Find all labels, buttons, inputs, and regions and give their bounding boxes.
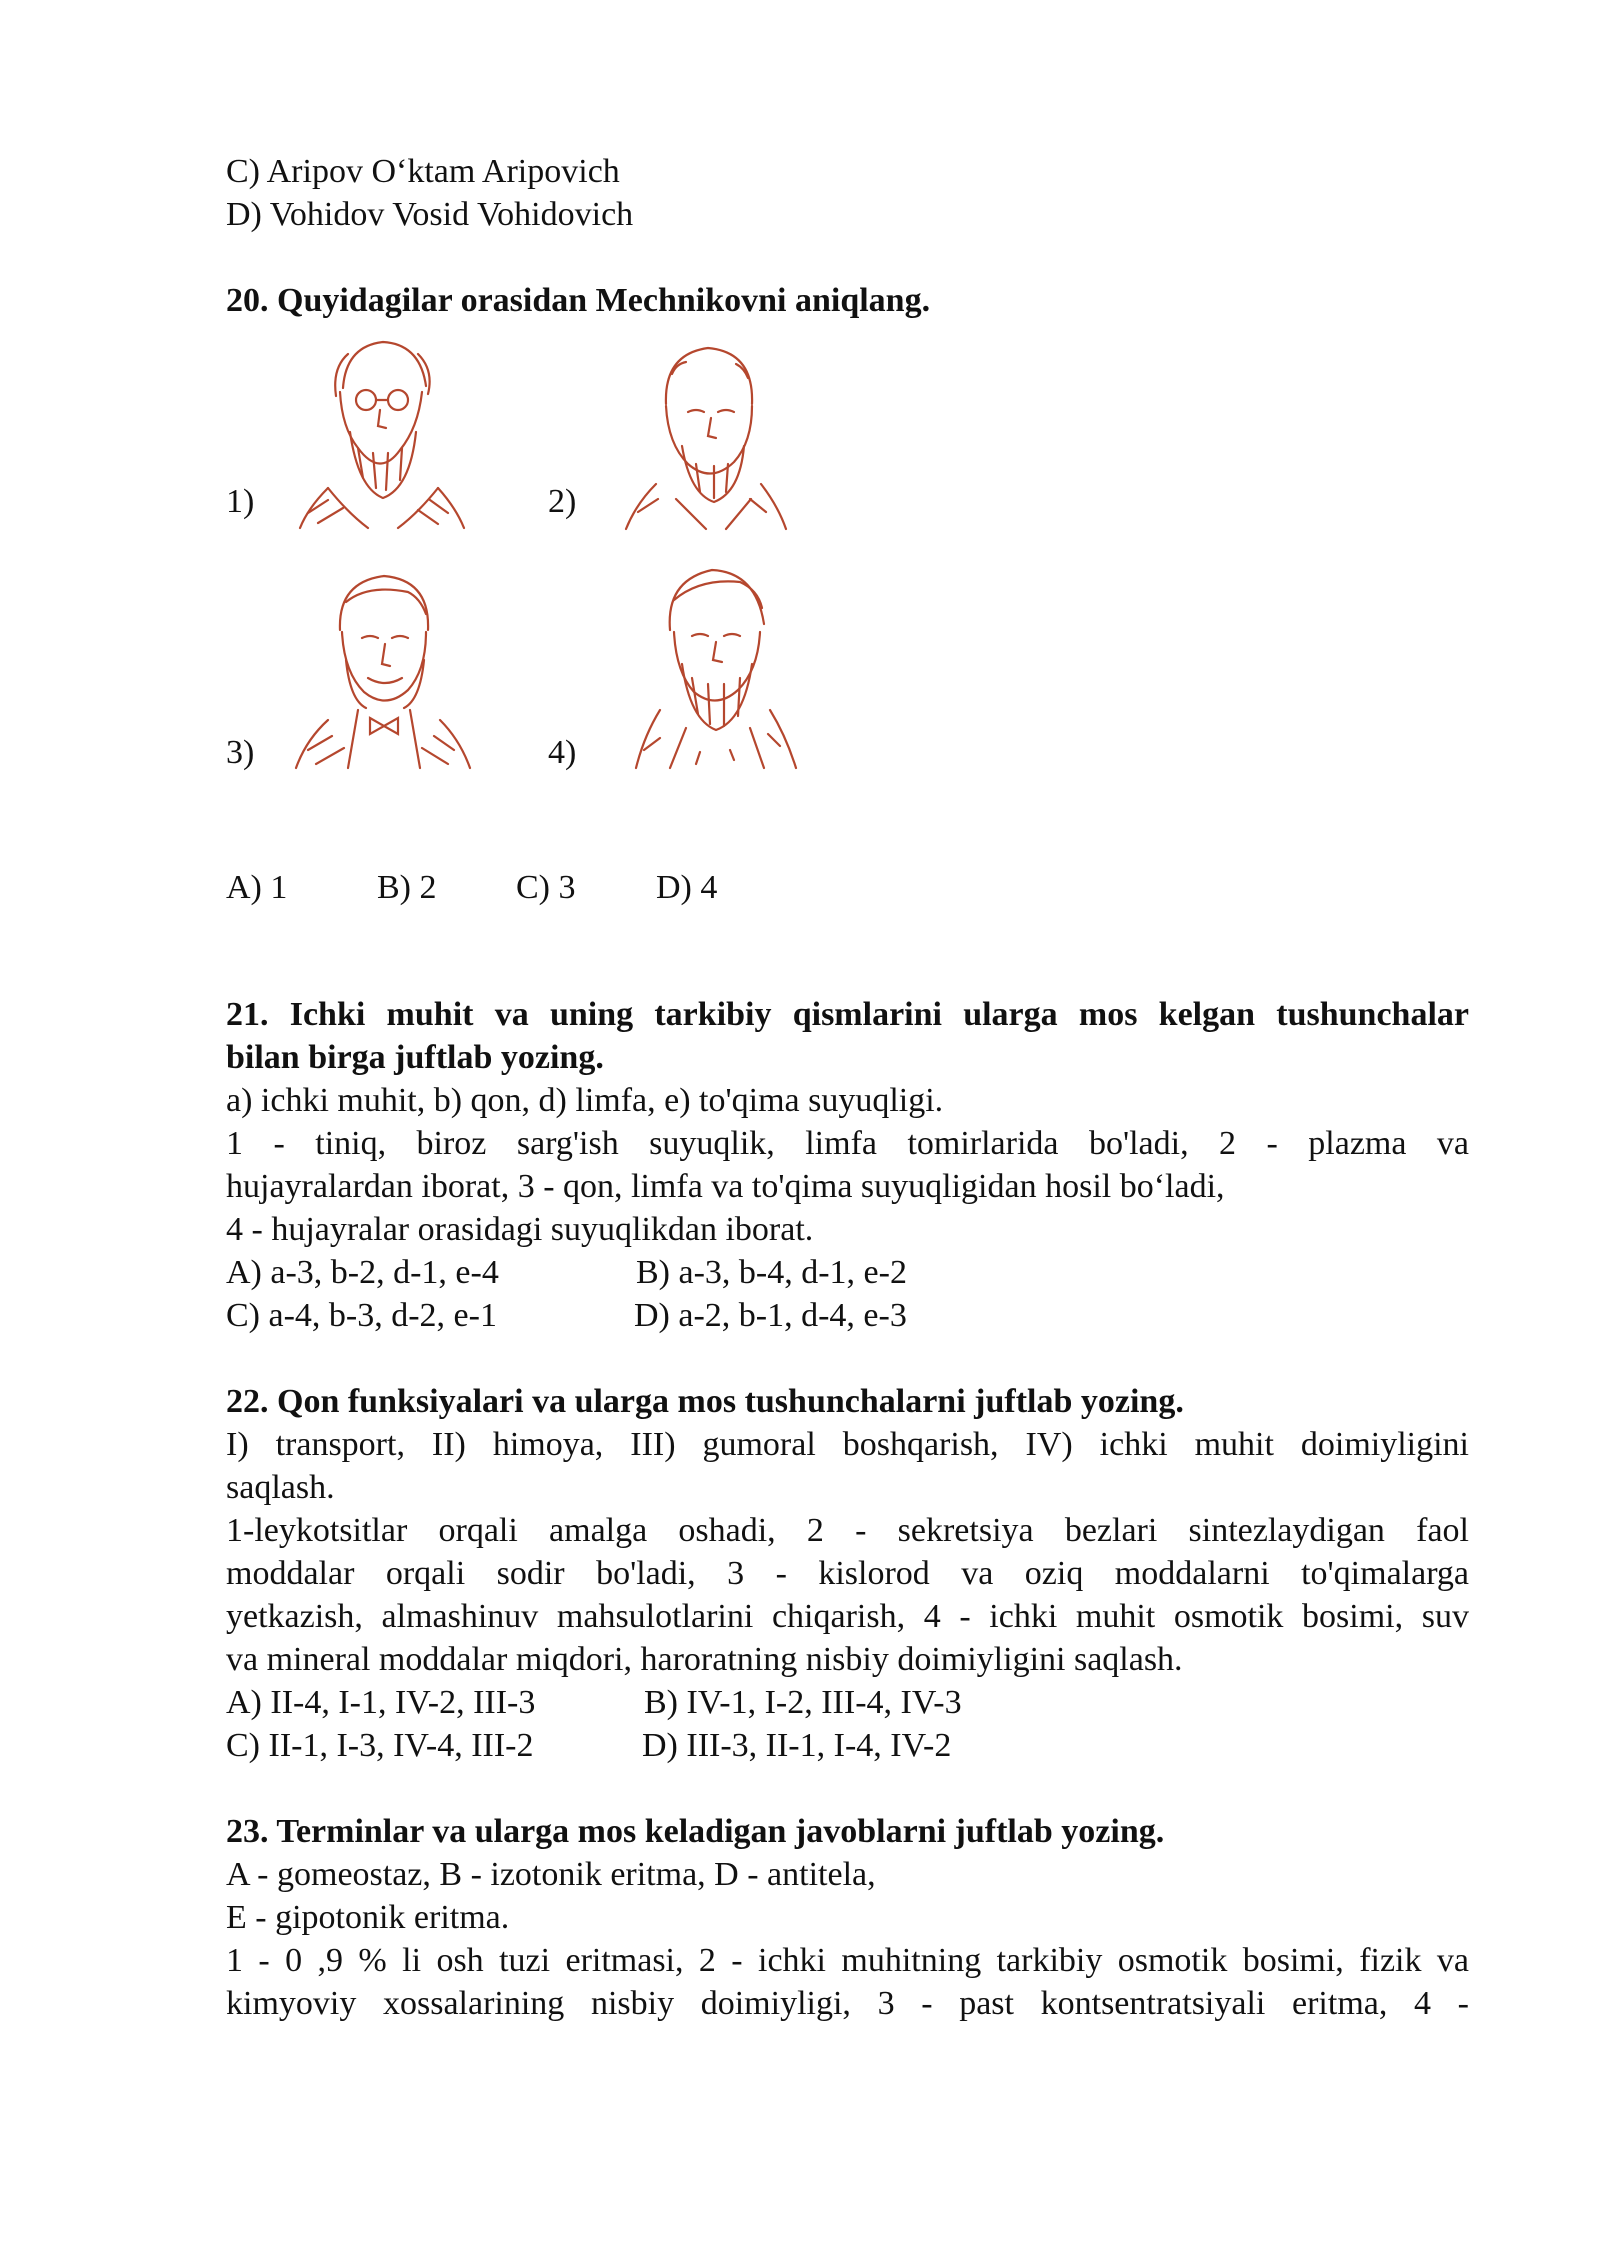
q23-terms-line-1: A - gomeostaz, B - izotonik eritma, D - antitela,: [226, 1856, 876, 1893]
q22-option-b: B) IV-1, I-2, III-4, IV-3: [644, 1684, 962, 1721]
q21-desc-line-3: 4 - hujayralar orasidagi suyuqlikdan iborat.: [226, 1211, 814, 1248]
portrait-1-image: [288, 328, 473, 533]
document-page: [226, 150, 1469, 2025]
q19-option-d: D) Vohidov Vosid Vohidovich: [226, 196, 634, 233]
q22-desc-line-1: 1-leykotsitlar orqali amalga oshadi, 2 - sekretsiya bezlari sintezlaydigan faol: [226, 1512, 1469, 1549]
q20-portrait-grid: [226, 324, 1469, 833]
q22-terms-line-1: I) transport, II) himoya, III) gumoral boshqarish, IV) ichki muhit doimiyligini: [226, 1426, 1469, 1463]
q21-desc-line-1: 1 - tiniq, biroz sarg'ish suyuqlik, limfa tomirlarida bo'ladi, 2 - plazma va: [226, 1125, 1469, 1162]
q19-option-c: C) Aripov O‘ktam Aripovich: [226, 153, 620, 190]
q22-options-row-1: [226, 1681, 1469, 1724]
portrait-label-4: 4): [548, 734, 577, 771]
q20-options: [226, 866, 1469, 909]
q20-option-d: D) 4: [656, 869, 718, 906]
q20-option-a: A) 1: [226, 869, 288, 906]
q21-options-row-1: [226, 1251, 1469, 1294]
q22-option-c: C) II-1, I-3, IV-4, III-2: [226, 1727, 534, 1764]
q20-option-b: B) 2: [377, 869, 437, 906]
q22-title: 22. Qon funksiyalari va ularga mos tushunchalarni juftlab yozing.: [226, 1383, 1184, 1420]
q20-option-c: C) 3: [516, 869, 576, 906]
q21-option-b: B) a-3, b-4, d-1, e-2: [636, 1254, 907, 1291]
q21-option-a: A) a-3, b-2, d-1, e-4: [226, 1254, 499, 1291]
q22-desc-line-4: va mineral moddalar miqdori, haroratning nisbiy doimiyligini saqlash.: [226, 1641, 1183, 1678]
portrait-3-image: [288, 560, 478, 772]
portrait-4-image: [630, 560, 805, 772]
portrait-label-3: 3): [226, 734, 255, 771]
q22-options-row-2: [226, 1724, 1469, 1767]
q21-option-d: D) a-2, b-1, d-4, e-3: [634, 1297, 907, 1334]
q21-title-line-2: bilan birga juftlab yozing.: [226, 1039, 604, 1076]
q23-title: 23. Terminlar va ularga mos keladigan javoblarni juftlab yozing.: [226, 1813, 1165, 1850]
portrait-label-1: 1): [226, 483, 255, 520]
q21-terms: a) ichki muhit, b) qon, d) limfa, e) to'qima suyuqligi.: [226, 1082, 944, 1119]
q21-option-c: C) a-4, b-3, d-2, e-1: [226, 1297, 497, 1334]
q23-terms-line-2: E - gipotonik eritma.: [226, 1899, 510, 1936]
portrait-2-image: [616, 334, 791, 534]
q22-desc-line-3: yetkazish, almashinuv mahsulotlarini chiqarish, 4 - ichki muhit osmotik bosimi, suv: [226, 1598, 1469, 1635]
q22-option-a: A) II-4, I-1, IV-2, III-3: [226, 1684, 536, 1721]
q21-title-line-1: 21. Ichki muhit va uning tarkibiy qismlarini ularga mos kelgan tushunchalar: [226, 996, 1469, 1033]
q22-option-d: D) III-3, II-1, I-4, IV-2: [642, 1727, 952, 1764]
q23-desc-line-1: 1 - 0 ,9 % li osh tuzi eritmasi, 2 - ichki muhitning tarkibiy osmotik bosimi, fizik va: [226, 1942, 1469, 1979]
q21-options-row-2: [226, 1294, 1469, 1337]
q22-terms-line-2: saqlash.: [226, 1469, 335, 1506]
q23-desc-line-2: kimyoviy xossalarining nisbiy doimiyligi, 3 - past kontsentratsiyali eritma, 4 -: [226, 1985, 1469, 2022]
portrait-label-2: 2): [548, 483, 577, 520]
q21-desc-line-2: hujayralardan iborat, 3 - qon, limfa va to'qima suyuqligidan hosil bo‘ladi,: [226, 1168, 1225, 1205]
q20-title: 20. Quyidagilar orasidan Mechnikovni aniqlang.: [226, 282, 931, 319]
q22-desc-line-2: moddalar orqali sodir bo'ladi, 3 - kislorod va oziq moddalarni to'qimalarga: [226, 1555, 1469, 1592]
